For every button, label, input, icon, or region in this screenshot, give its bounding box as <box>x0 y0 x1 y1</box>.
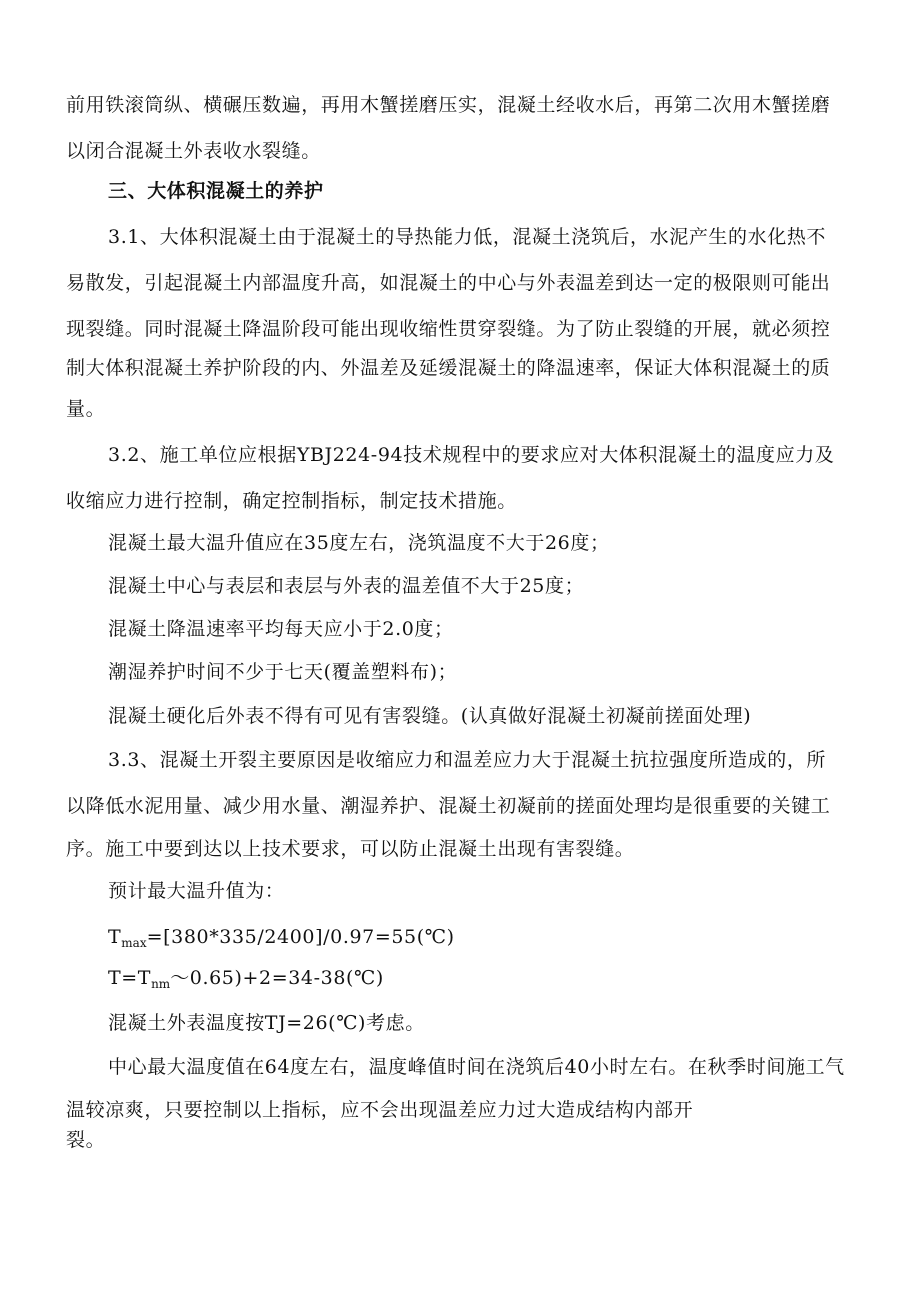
formula-subscript: nm <box>151 977 171 991</box>
paragraph-line: 中心最大温度值在64度左右，温度峰值时间在浇筑后40小时左右。在秋季时间施工气 <box>108 1056 845 1078</box>
paragraph-line: 现裂缝。同时混凝土降温阶段可能出现收缩性贯穿裂缝。为了防止裂缝的开展，就必须控 <box>66 318 831 340</box>
requirement-item: 混凝土硬化后外表不得有可见有害裂缝。(认真做好混凝土初凝前搓面处理) <box>108 705 752 727</box>
paragraph-line: 前用铁滚筒纵、横碾压数遍，再用木蟹搓磨压实，混凝土经收水后，再第二次用木蟹搓磨 <box>66 94 831 116</box>
paragraph-line: 混凝土外表温度按TJ=26(℃)考虑。 <box>108 1012 425 1034</box>
formula-symbol: T <box>108 926 122 948</box>
paragraph-line: 量。 <box>66 398 106 420</box>
paragraph-line: 3.2、施工单位应根据YBJ224-94技术规程中的要求应对大体积混凝土的温度应力及 <box>108 444 835 466</box>
formula-expression: ～0.65)+2=34-38(℃) <box>170 967 384 989</box>
formula-expression: =[380*335/2400]/0.97=55(℃) <box>146 926 455 948</box>
formula-intro: 预计最大温升值为： <box>108 880 285 902</box>
section-heading: 三、大体积混凝土的养护 <box>108 180 324 202</box>
paragraph-line: 3.1、大体积混凝土由于混凝土的导热能力低，混凝土浇筑后，水泥产生的水化热不 <box>108 226 827 248</box>
paragraph-line: 易散发，引起混凝土内部温度升高，如混凝土的中心与外表温差到达一定的极限则可能出 <box>66 272 831 294</box>
requirement-item: 潮湿养护时间不少于七天(覆盖塑料布)； <box>108 661 458 683</box>
requirement-item: 混凝土中心与表层和表层与外表的温差值不大于25度； <box>108 575 585 597</box>
paragraph-line: 收缩应力进行控制，确定控制指标，制定技术措施。 <box>66 490 517 512</box>
formula-tmax <box>108 925 455 955</box>
requirement-item: 混凝土降温速率平均每天应小于2.0度； <box>108 618 454 640</box>
requirement-item: 混凝土最大温升值应在35度左右，浇筑温度不大于26度； <box>108 532 610 554</box>
paragraph-line: 制大体积混凝土养护阶段的内、外温差及延缓混凝土的降温速率，保证大体积混凝土的质 <box>66 357 831 379</box>
paragraph-line: 3.3、混凝土开裂主要原因是收缩应力和温差应力大于混凝土抗拉强度所造成的，所 <box>108 749 827 771</box>
formula-subscript: max <box>121 936 147 950</box>
formula-symbol: T=T <box>108 967 152 989</box>
paragraph-line: 序。施工中要到达以上技术要求，可以防止混凝土出现有害裂缝。 <box>66 838 635 860</box>
paragraph-line: 裂。 <box>66 1129 106 1151</box>
formula-t <box>108 966 384 996</box>
paragraph-line: 以闭合混凝土外表收水裂缝。 <box>66 140 321 162</box>
paragraph-line: 以降低水泥用量、减少用水量、潮湿养护、混凝土初凝前的搓面处理均是很重要的关键工 <box>66 795 831 817</box>
paragraph-line: 温较凉爽，只要控制以上指标，应不会出现温差应力过大造成结构内部开 <box>66 1099 694 1121</box>
